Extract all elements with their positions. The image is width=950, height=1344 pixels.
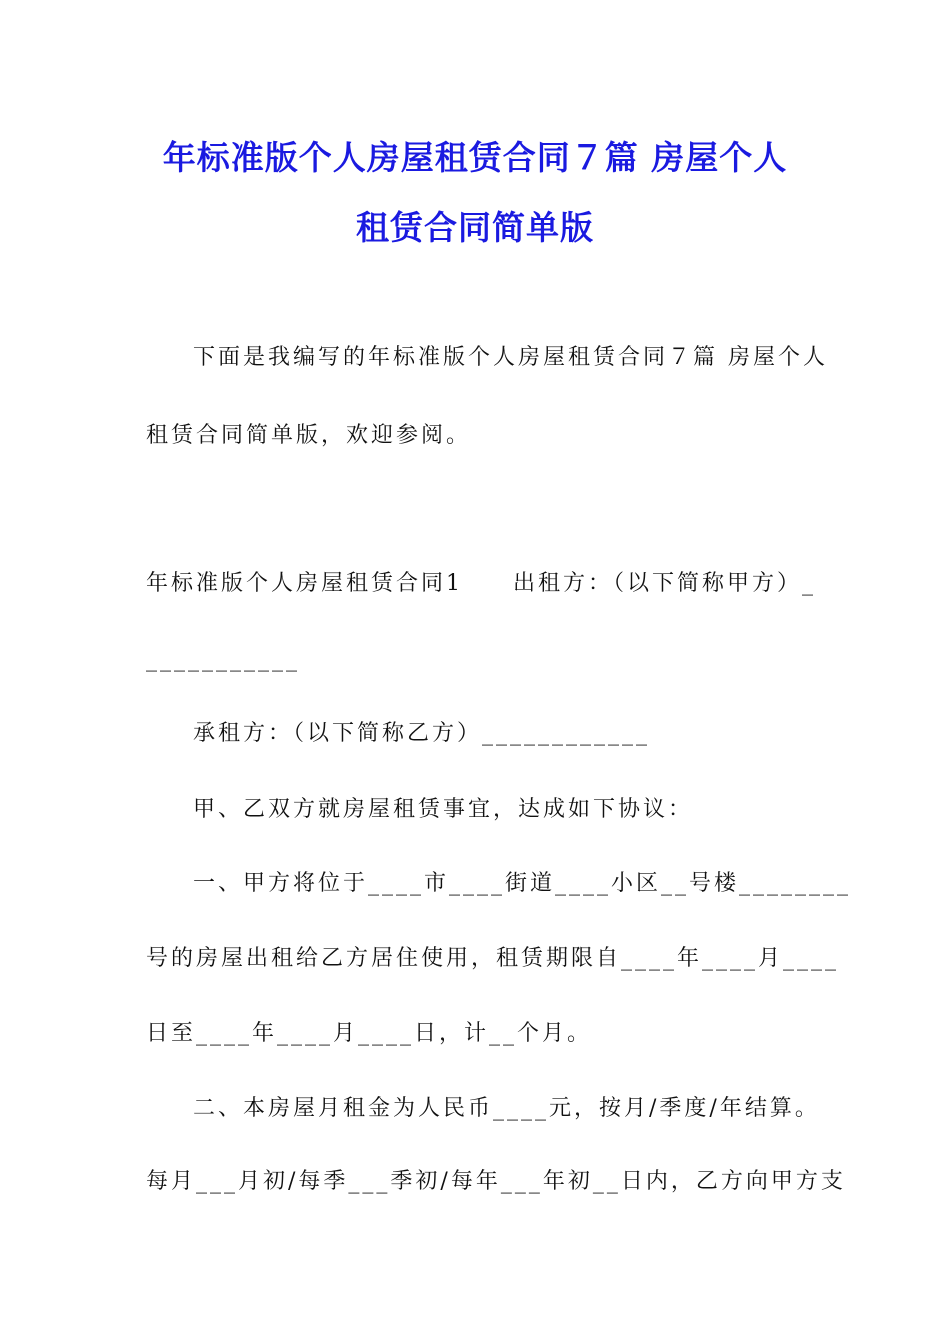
clause-2-line-2: 每月___月初/每季___季初/每年___年初__日内，乙方向甲方支	[146, 1169, 846, 1194]
intro-line-2: 租赁合同简单版，欢迎参阅。	[146, 423, 472, 448]
clause-2-line-1: 二、本房屋月租金为人民币____元，按月/季度/年结算。	[193, 1096, 820, 1121]
clause-1-line-1: 一、甲方将位于____市____街道____小区__号楼________	[193, 871, 852, 896]
landlord-blank-line: ___________	[146, 647, 300, 672]
agreement-intro-line: 甲、乙双方就房屋租赁事宜，达成如下协议：	[193, 797, 694, 822]
document-title-line-1: 年标准版个人房屋租赁合同７篇 房屋个人	[162, 138, 788, 177]
tenant-line: 承租方：（以下简称乙方）____________	[193, 721, 651, 746]
contract-heading-landlord-line: 年标准版个人房屋租赁合同1 出租方：（以下简称甲方）_	[146, 571, 816, 596]
intro-line-1: 下面是我编写的年标准版个人房屋租赁合同７篇 房屋个人	[193, 345, 828, 370]
document-title-line-2: 租赁合同简单版	[356, 208, 594, 247]
clause-1-line-2: 号的房屋出租给乙方居住使用，租赁期限自____年____月____	[146, 946, 840, 971]
clause-1-line-3: 日至____年____月____日，计__个月。	[146, 1021, 593, 1046]
